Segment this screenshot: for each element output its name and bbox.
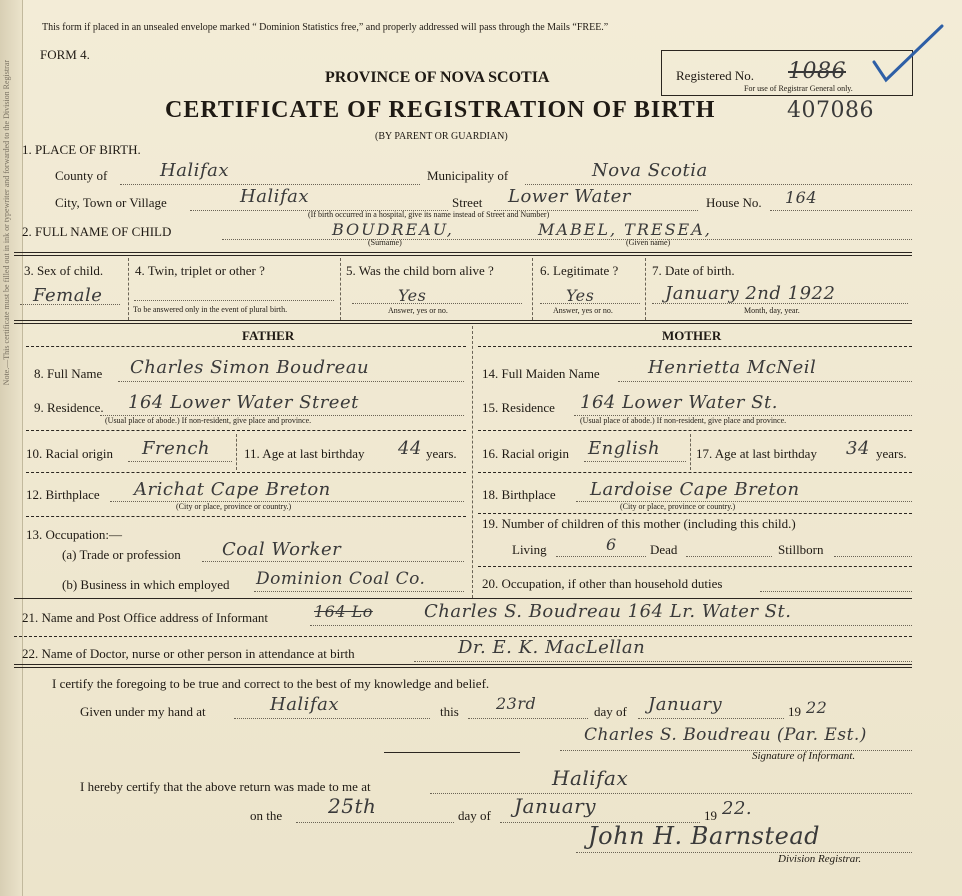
- mother-name-value: Henrietta McNeil: [648, 357, 817, 378]
- registrar-signature: John H. Barnstead: [588, 822, 821, 850]
- province-heading: PROVINCE OF NOVA SCOTIA: [325, 69, 550, 86]
- dead-label: Dead: [650, 542, 678, 557]
- child-surname: BOUDREAU,: [332, 220, 454, 239]
- form-number: FORM 4.: [40, 47, 90, 62]
- doctor-label: 22. Name of Doctor, nurse or other person in attendance at birth: [22, 646, 355, 661]
- mother-birthplace-value: Lardoise Cape Breton: [590, 479, 800, 500]
- mother-residence-label: 15. Residence: [482, 400, 555, 415]
- place-of-birth-heading: 1. PLACE OF BIRTH.: [22, 142, 141, 157]
- street-value: Lower Water: [508, 186, 631, 207]
- living-value: 6: [606, 535, 617, 554]
- registrar-place: Halifax: [552, 766, 629, 790]
- mother-racial-label: 16. Racial origin: [482, 446, 570, 461]
- father-name-label: 8. Full Name: [34, 366, 103, 381]
- mother-racial-value: English: [588, 438, 661, 459]
- mother-birthplace-label: 18. Birthplace: [482, 487, 556, 502]
- father-residence-value: 164 Lower Water Street: [128, 392, 359, 413]
- registration-month: January: [514, 794, 596, 818]
- date-value: January 2nd 1922: [665, 283, 836, 304]
- father-heading: FATHER: [242, 328, 295, 343]
- county-value: Halifax: [160, 160, 229, 181]
- registered-note: For use of Registrar General only.: [744, 84, 853, 93]
- registered-label: Registered No.: [676, 68, 754, 83]
- mother-heading: MOTHER: [662, 328, 722, 343]
- father-residence-label: 9. Residence.: [34, 400, 104, 415]
- stillborn-label: Stillborn: [778, 542, 824, 557]
- doctor-value: Dr. E. K. MacLellan: [458, 637, 646, 658]
- father-racial-value: French: [142, 438, 211, 459]
- trade-label: (a) Trade or profession: [62, 547, 181, 562]
- given-label: Given under my hand at: [80, 704, 206, 719]
- child-name-label: 2. FULL NAME OF CHILD: [22, 224, 172, 239]
- signature-caption: Signature of Informant.: [752, 750, 856, 762]
- business-value: Dominion Coal Co.: [256, 569, 426, 589]
- father-birthplace-label: 12. Birthplace: [26, 487, 100, 502]
- mother-birthplace-note: (City or place, province or country.): [620, 502, 736, 511]
- father-age-label: 11. Age at last birthday: [244, 446, 365, 461]
- living-label: Living: [512, 542, 547, 557]
- page-title: CERTIFICATE OF REGISTRATION OF BIRTH: [165, 97, 716, 123]
- date-label: 7. Date of birth.: [652, 263, 735, 278]
- father-years: years.: [426, 446, 457, 461]
- mother-occupation-label: 20. Occupation, if other than household duties: [482, 576, 723, 591]
- mother-residence-note: (Usual place of abode.) If non-resident, give place and province.: [580, 416, 787, 425]
- mother-age-label: 17. Age at last birthday: [696, 446, 817, 461]
- year-value: 22: [806, 698, 828, 717]
- year-prefix: 19: [788, 704, 801, 719]
- street-label: Street: [452, 195, 483, 210]
- page-subtitle: (BY PARENT OR GUARDIAN): [375, 131, 508, 142]
- registered-number: 1086: [788, 59, 846, 84]
- father-occupation-label: 13. Occupation:—: [26, 527, 123, 542]
- hospital-note: (If birth occurred in a hospital, give its name instead of Street and Number): [308, 210, 550, 219]
- house-label: House No.: [706, 195, 762, 210]
- day-of-label: day of: [594, 704, 627, 719]
- day-value: 23rd: [496, 694, 537, 713]
- date-note: Month, day, year.: [744, 306, 800, 315]
- given-place: Halifax: [270, 694, 339, 715]
- sex-label: 3. Sex of child.: [24, 263, 104, 278]
- registration-year: 22.: [722, 798, 753, 819]
- certificate-number: 407086: [787, 98, 874, 123]
- house-value: 164: [785, 188, 818, 207]
- this-label: this: [440, 704, 459, 719]
- father-birthplace-value: Arichat Cape Breton: [134, 479, 331, 500]
- twin-note: To be answered only in the event of plural birth.: [133, 305, 288, 314]
- father-residence-note: (Usual place of abode.) If non-resident, give place and province.: [105, 416, 312, 425]
- trade-value: Coal Worker: [222, 539, 342, 560]
- given-caption: (Given name): [626, 238, 671, 247]
- municipality-value: Nova Scotia: [592, 160, 708, 181]
- mother-years: years.: [876, 446, 907, 461]
- reg-day-of-label: day of: [458, 808, 491, 823]
- county-label: County of: [55, 168, 108, 183]
- twin-label: 4. Twin, triplet or other ?: [135, 263, 265, 278]
- on-the-label: on the: [250, 808, 283, 823]
- father-birthplace-note: (City or place, province or country.): [176, 502, 292, 511]
- children-label: 19. Number of children of this mother (including this child.): [482, 516, 796, 531]
- informant-label: 21. Name and Post Office address of Informant: [22, 610, 268, 625]
- registration-day: 25th: [328, 794, 377, 818]
- registrar-caption: Division Registrar.: [778, 853, 862, 865]
- alive-value: Yes: [398, 286, 427, 305]
- left-edge-binding: [0, 0, 23, 896]
- registrar-statement: I hereby certify that the above return was made to me at: [80, 779, 371, 794]
- month-value: January: [648, 694, 723, 715]
- surname-caption: (Surname): [368, 238, 402, 247]
- city-label: City, Town or Village: [55, 195, 167, 210]
- mother-residence-value: 164 Lower Water St.: [580, 392, 778, 413]
- business-label: (b) Business in which employed: [62, 577, 230, 592]
- informant-signature: Charles S. Boudreau (Par. Est.): [584, 725, 867, 745]
- legit-value: Yes: [566, 286, 595, 305]
- father-age-value: 44: [398, 438, 422, 459]
- mother-age-value: 34: [846, 438, 870, 459]
- mail-note: This form if placed in an unsealed envelope marked “ Dominion Statistics free,” and properly addressed will pass through the Mails “FREE.”: [42, 22, 609, 33]
- alive-label: 5. Was the child born alive ?: [346, 263, 494, 278]
- sex-value: Female: [33, 285, 103, 306]
- mother-name-label: 14. Full Maiden Name: [482, 366, 600, 381]
- legit-label: 6. Legitimate ?: [540, 263, 619, 278]
- informant-value: Charles S. Boudreau 164 Lr. Water St.: [424, 601, 792, 622]
- city-value: Halifax: [240, 186, 309, 207]
- father-racial-label: 10. Racial origin: [26, 446, 114, 461]
- reg-year-prefix: 19: [704, 808, 717, 823]
- edge-note: Note.—This certificate must be filled out in ink or typewriter and forwarded to the Division Registrar: [2, 60, 11, 386]
- check-mark-icon: [868, 22, 948, 92]
- father-name-value: Charles Simon Boudreau: [130, 357, 370, 378]
- informant-struck-text: 164 Lo: [314, 602, 373, 621]
- certification-statement: I certify the foregoing to be true and correct to the best of my knowledge and belief.: [52, 676, 490, 691]
- alive-note: Answer, yes or no.: [388, 306, 448, 315]
- municipality-label: Municipality of: [427, 168, 509, 183]
- child-given-name: MABEL, TRESEA,: [538, 220, 712, 239]
- legit-note: Answer, yes or no.: [553, 306, 613, 315]
